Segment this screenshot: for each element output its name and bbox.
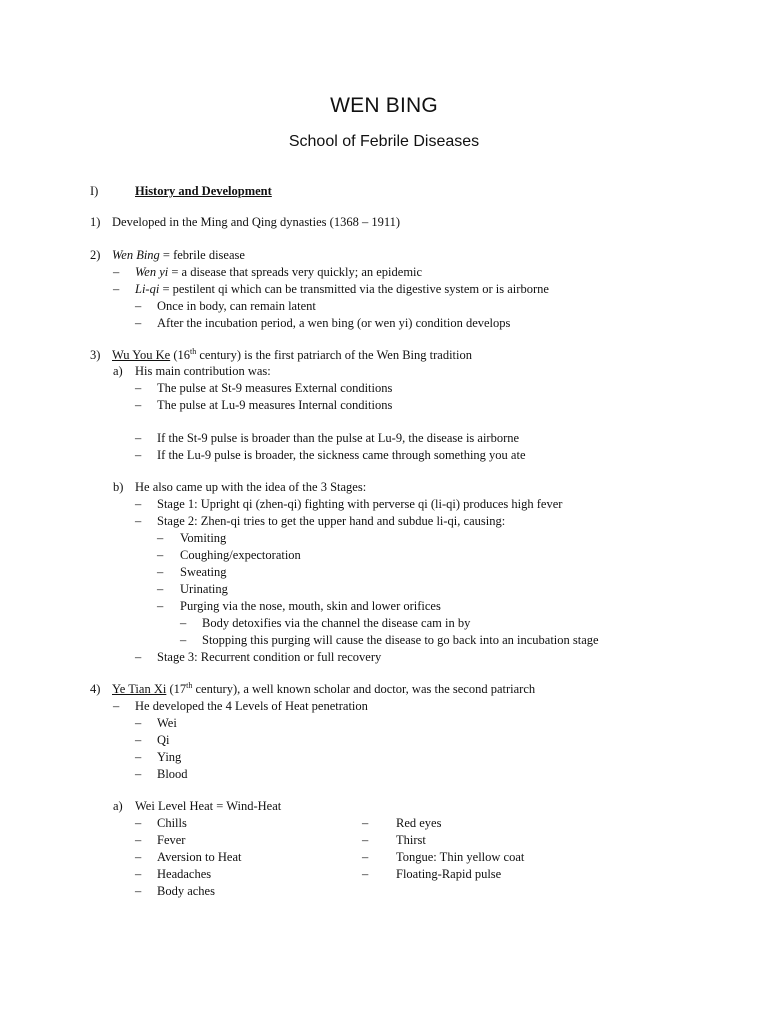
symptom-item: Headaches xyxy=(157,867,212,881)
dash-bullet: – xyxy=(135,316,142,330)
list-item: If the St-9 pulse is broader than the pulse at Lu-9, the disease is airborne xyxy=(157,431,520,445)
dash-bullet: – xyxy=(135,867,142,881)
dash-bullet: – xyxy=(180,633,187,647)
page-title: WEN BING xyxy=(330,94,438,117)
term: Li-qi xyxy=(135,282,160,296)
text-fragment: century), a well known scholar and doctor, was the second patriarch xyxy=(192,682,536,696)
definition: = pestilent qi which can be transmitted via the digestive system or is airborne xyxy=(159,282,549,296)
item-text: Developed in the Ming and Qing dynasties (1368 – 1911) xyxy=(112,215,401,229)
dash-bullet: – xyxy=(135,733,142,747)
symptom-item: Floating-Rapid pulse xyxy=(396,867,502,881)
level-item: Ying xyxy=(157,750,182,764)
symptom-item: Body aches xyxy=(157,884,215,898)
sub-text: He also came up with the idea of the 3 Stages: xyxy=(135,480,367,494)
list-item xyxy=(135,281,549,297)
list-item: If the Lu-9 pulse is broader, the sickness came through something you ate xyxy=(157,448,526,462)
symptom-item: Red eyes xyxy=(396,816,442,830)
sub-number: b) xyxy=(113,480,124,494)
definition: = a disease that spreads very quickly; an epidemic xyxy=(168,265,423,279)
list-item: Stage 3: Recurrent condition or full recovery xyxy=(157,650,382,664)
dash-bullet: – xyxy=(135,650,142,664)
dash-bullet: – xyxy=(157,548,164,562)
sub-text: Wei Level Heat = Wind-Heat xyxy=(135,799,282,813)
dash-bullet: – xyxy=(135,884,142,898)
dash-bullet: – xyxy=(135,431,142,445)
list-item: Stage 2: Zhen-qi tries to get the upper hand and subdue li-qi, causing: xyxy=(157,514,506,528)
dash-bullet: – xyxy=(135,497,142,511)
dash-bullet: – xyxy=(157,531,164,545)
item-number: 4) xyxy=(90,682,101,696)
list-item: After the incubation period, a wen bing (or wen yi) condition develops xyxy=(157,316,511,330)
list-item: Stopping this purging will cause the disease to go back into an incubation stage xyxy=(202,633,599,647)
dash-bullet: – xyxy=(135,381,142,395)
dash-bullet: – xyxy=(157,565,164,579)
symptom-item: Fever xyxy=(157,833,186,847)
page-subtitle: School of Febrile Diseases xyxy=(288,133,480,150)
dash-bullet: – xyxy=(135,398,142,412)
level-item: Wei xyxy=(157,716,177,730)
list-item: The pulse at Lu-9 measures Internal conditions xyxy=(157,398,393,412)
dash-bullet: – xyxy=(135,716,142,730)
list-item: Vomiting xyxy=(180,531,227,545)
term: Wen Bing xyxy=(112,248,160,262)
symptom-item: Thirst xyxy=(396,833,426,847)
level-item: Blood xyxy=(157,767,188,781)
text-fragment: century) is the first patriarch of the Wen Bing tradition xyxy=(196,348,472,362)
dash-bullet: – xyxy=(135,767,142,781)
list-item xyxy=(135,264,422,280)
dash-bullet: – xyxy=(362,833,369,847)
sub-number: a) xyxy=(113,799,123,813)
dash-bullet: – xyxy=(135,833,142,847)
dash-bullet: – xyxy=(157,599,164,613)
dash-bullet: – xyxy=(180,616,187,630)
list-item: He developed the 4 Levels of Heat penetration xyxy=(135,699,368,713)
definition: = febrile disease xyxy=(159,248,245,262)
text-fragment: (17 xyxy=(166,682,187,696)
section-number: I) xyxy=(90,184,99,198)
section-heading: History and Development xyxy=(135,184,272,198)
item-text xyxy=(112,347,472,363)
dash-bullet: – xyxy=(113,265,120,279)
dash-bullet: – xyxy=(362,867,369,881)
text-fragment: (16 xyxy=(170,348,190,362)
superscript: th xyxy=(189,346,197,356)
symptom-item: Chills xyxy=(157,816,187,830)
person-name: Wu You Ke xyxy=(112,348,171,362)
list-item: The pulse at St-9 measures External conditions xyxy=(157,381,393,395)
person-name: Ye Tian Xi xyxy=(112,682,167,696)
dash-bullet: – xyxy=(157,582,164,596)
sub-text: His main contribution was: xyxy=(135,364,271,378)
list-item: Purging via the nose, mouth, skin and lower orifices xyxy=(180,599,441,613)
dash-bullet: – xyxy=(113,699,120,713)
list-item: Sweating xyxy=(180,565,227,579)
level-item: Qi xyxy=(157,733,170,747)
dash-bullet: – xyxy=(113,282,120,296)
dash-bullet: – xyxy=(135,750,142,764)
item-text xyxy=(112,247,245,263)
term: Wen yi xyxy=(135,265,169,279)
item-number: 1) xyxy=(90,215,101,229)
list-item: Once in body, can remain latent xyxy=(157,299,316,313)
list-item: Body detoxifies via the channel the disease cam in by xyxy=(202,616,471,630)
list-item: Stage 1: Upright qi (zhen-qi) fighting with perverse qi (li-qi) produces high fever xyxy=(157,497,563,511)
symptom-item: Tongue: Thin yellow coat xyxy=(396,850,525,864)
item-number: 3) xyxy=(90,348,101,362)
dash-bullet: – xyxy=(135,448,142,462)
item-number: 2) xyxy=(90,248,101,262)
dash-bullet: – xyxy=(362,816,369,830)
dash-bullet: – xyxy=(135,514,142,528)
sub-number: a) xyxy=(113,364,123,378)
item-text xyxy=(112,681,535,697)
dash-bullet: – xyxy=(362,850,369,864)
list-item: Coughing/expectoration xyxy=(180,548,301,562)
superscript: th xyxy=(186,680,193,690)
dash-bullet: – xyxy=(135,816,142,830)
dash-bullet: – xyxy=(135,850,142,864)
dash-bullet: – xyxy=(135,299,142,313)
list-item: Urinating xyxy=(180,582,228,596)
symptom-item: Aversion to Heat xyxy=(157,850,242,864)
